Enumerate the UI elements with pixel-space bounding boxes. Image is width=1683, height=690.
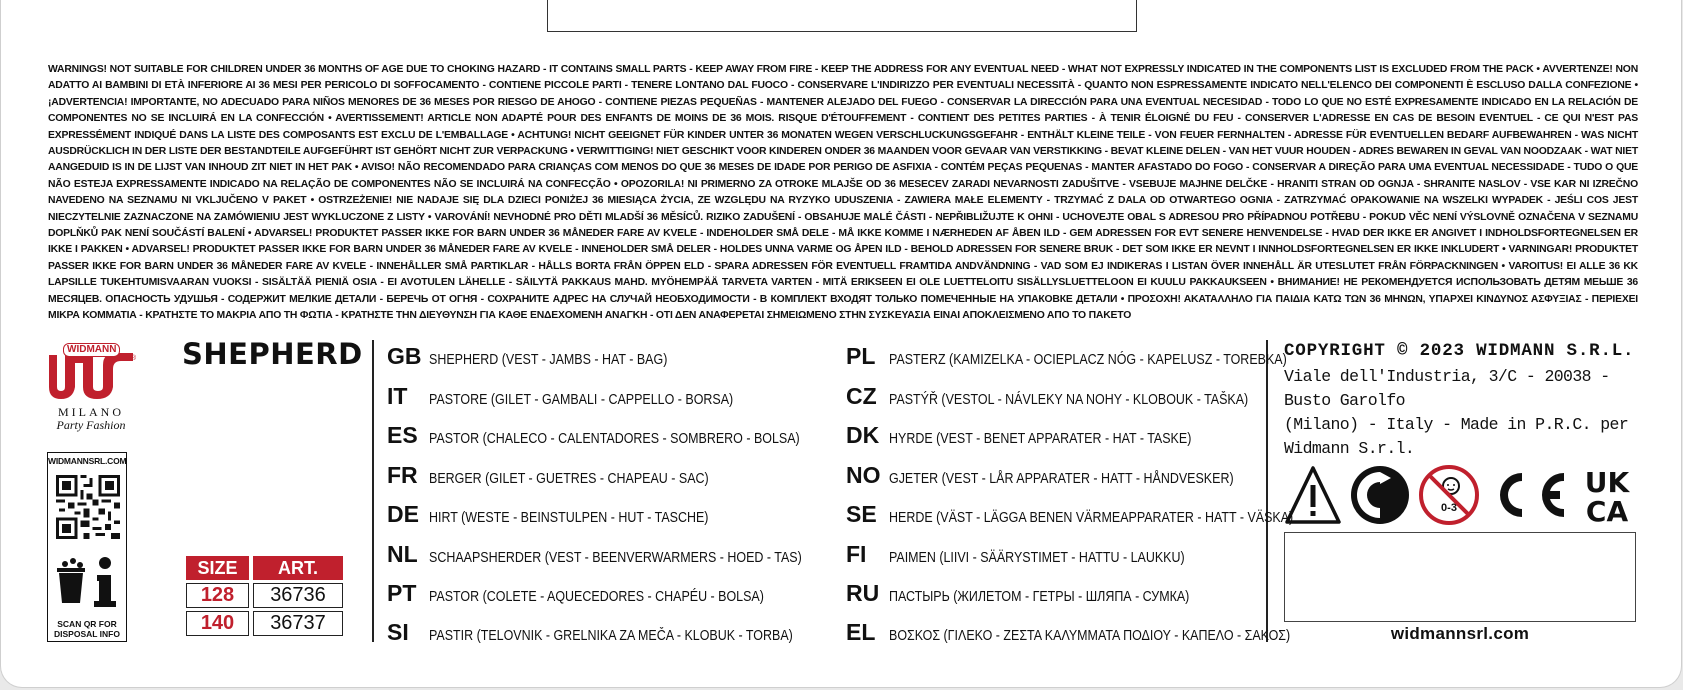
lang-row-pt <box>387 580 818 607</box>
lang-row-no <box>846 462 1290 489</box>
lang-row-es <box>387 422 860 449</box>
size-header: SIZE <box>186 556 249 580</box>
lang-row-ru <box>846 580 1238 607</box>
lang-name: PAIMEN (LIIVI - SÄÄRYSTIMET - HATTU - LAUKKU) <box>889 550 1185 566</box>
lang-row-fi <box>846 541 1233 568</box>
lang-code: NO <box>846 462 881 488</box>
lang-code: SE <box>846 501 877 527</box>
logo-mark <box>45 343 135 403</box>
lang-name: ΒΟΣΚΟΣ (ΓΙΛΕΚΟ - ΖΕΣΤΑ ΚΑΛΥΜΜΑΤΑ ΠΟΔΙΟΥ - ΚΑΠΕΛΟ - ΣΑΚΟΣ) <box>889 628 1291 644</box>
lang-name: PASTÝŘ (VESTOL - NÁVLEKY NA NOHY - KLOBOUK - TAŠKA) <box>889 392 1249 408</box>
blank-label-box <box>1284 532 1636 622</box>
qr-url: WIDMANNSRL.COM <box>48 456 127 466</box>
lang-row-dk <box>846 422 1241 449</box>
article-header: ART. <box>253 556 343 580</box>
lang-code: RU <box>846 580 880 606</box>
ukca-bottom: CA <box>1585 495 1629 525</box>
lang-row-se <box>846 501 1359 528</box>
disposal-info-icon <box>53 553 123 613</box>
ukca-mark-icon <box>1575 465 1639 525</box>
scan-qr-text: SCAN QR FOR DISPOSAL INFO <box>54 619 120 639</box>
lang-row-gb <box>387 343 706 370</box>
warnings-text: WARNINGS! NOT SUITABLE FOR CHILDREN UNDER 36 MONTHS OF AGE DUE TO CHOKING HAZARD - IT CONTAINS SMALL PARTS - KEEP AWAY FROM FIRE - KEEP THE ADDRESS FOR ANY EVENTUAL NEED - WHAT NOT EXPRESSLY INDICATED IN THE COMPONENTS LIST IS EXCLUDED FROM THE PACK • AVVERTENZE! NON ADATTO AI BAMBINI DI ETÀ INFERIORE AI 36 MESI PER PERICOLO DI SOFFOCAMENTO - CONTIENE PICCOLE PARTI - TENERE LONTANO DAL FUOCO - CONSERVARE L'INDIRIZZO PER EVENTUALI NECESSITÀ - QUANTO NON ESPRESSAMENTE INDICATO NELL'ELENCO DEI COMPONENTI È ESCLUSO DALLA CONFEZIONE • ¡ADVERTENCIA! IMPORTANTE, NO ADECUADO PARA NIÑOS MENORES DE 36 MESES POR RIESGO DE AHOGO - CONTIENE PIEZAS PEQUEÑAS - MANTENER ALEJADO DEL FUEGO - CONSERVAR LA DIRECCIÓN PARA UNA EVENTUAL NECESIDAD - TODO LO QUE NO ESTÉ EXPRESAMENTE INDICADO EN LA RELACIÓN DE COMPONENTES NO SE INCLUIRÁ EN LA CONFECCIÓN • AVERTISSEMENT! ARTICLE NON ADAPTÉ POUR DES ENFANTS DE MOINS DE 36 MOIS. RISQUE D'ÉTOUFFEMENT - CONTIENT DES PETITES PARTIES - À TENIR ÉLOIGNÉ DU FEU - CONSERVER L'ADRESSE EN CAS DE BESOIN EVENTUEL - CE QUI N'EST PAS EXPRESSÉMENT INDIQUÉ DANS LA LISTE DES COMPOSANTS EST EXCLU DE L'EMBALLAGE • ACHTUNG! NICHT GEEIGNET FÜR KINDER UNTER 36 MONATEN WEGEN VERSCHLUCKUNGSGEFAHR - ENTHÄLT KLEINE TEILE - VON FEUER FERNHALTEN - ADRESSE FÜR EVENTUELLEN BEDARF AUFBEWAHREN - WAS NICHT AUSDRÜCKLICH IN DER LISTE DER BESTANDTEILE AUFGEFÜHRT IST GEHÖRT NICHT ZUR VERPACKUNG • VERWITTIGING! NIET GESCHIKT VOOR KINDEREN ONDER 36 MAANDEN VOOR GEVAAR VAN VERSTIKKING - BEVAT KLEINE DELEN - VAN HET VUUR HOUDEN - ADRES BEWAREN IN GEVAL VAN NOODZAAK - WAT NIET AANGEDUID IS IN DE LIJST VAN INHOUD ZIT NIET IN HET PAK • AVISO! NÃO RECOMENDADO PARA CRIANÇAS COM MENOS DO QUE 36 MESES DE IDADE POR PERIGO DE ASFIXIA - CONTÉM PEÇAS PEQUENAS - MANTER AFASTADO DO FOGO - CONSERVAR A DIREÇÃO PARA UMA EVENTUAL NECESSIDADE - TUDO O QUE NÃO ESTEJA EXPRESSAMENTE INDICADO NA RELAÇÃO DE COMPONENTES NÃO SE INCLUIRÁ NA CONFECÇÃO • OPOZORILA! NI PRIMERNO ZA OTROKE MLAJŠE OD 36 MESECEV ZARADI NEVARNOSTI ZADUŠITVE - VSEBUJE MAJHNE DELČKE - HRANITI STRAN OD OGNJA - SHRANITE NASLOV - VSE KAR NI IZREČNO NAVEDENO NA SEZNAMU NI VKLJUČENO V PAKET • OSTRZEŻENIE! NIE NADAJE SIĘ DLA DZIECI PONIŻEJ 36 MIESIĄCA ŻYCIA, ZE WZGLĘDU NA RYZYKO UDUSZENIA - ZAWIERA MAŁE ELEMENTY - TRZYMAĆ Z DALA OD OTWARTEGO OGNIA - ZATRZYMAĆ OPAKOWANIE NA WSZELKI WYPADEK - JEŚLI COS JEST NIECZYTELNIE ZAZNACZONE NA ZAMÓWIENIU JEST WYKLUCZONE Z LISTY • VAROVÁNÍ! NEVHODNÉ PRO DĚTI MLADŠÍ 36 MĚSÍCŮ. RIZIKO ZADUŠENÍ - OBSAHUJE MALÉ ČÁSTI - NEPŘIBLIŽUJTE K OHNI - UCHOVEJTE OBAL S ADRESOU PRO PŘÍPADNOU POTŘEBU - POKUD VĚC NENÍ VÝSLOVNĚ OZNAČENA V SEZNAMU DOPLŇKŮ PAK NENÍ SOUČÁSTÍ BALENÍ • ADVARSEL! PRODUKTET PASSER IKKE FOR BARN UNDER 36 MÅNEDER FARE AV KVELE - INDEHOLDER SMÅ DELE - MÅ IKKE KOMME I NÆRHEDEN AF ÅBEN ILD - GEM ADRESSEN FOR EVT SENERE HENVENDELSE - HVAD DER IKKE ER ANGIVET I INDHOLDSFORTEGNELSEN ER IKKE I PAKKEN • ADVARSEL! PRODUKTET PASSER IKKE FOR BARN UNDER 36 MÅNEDER FARE AV KVELE - INNEHOLDER SMÅ DELER - HOLDES UNNA VARME OG ÅPEN ILD - BEHOLD ADRESSEN FOR SENERE BRUK - DET SOM IKKE ER NEVNT I INNHOLDSFORTEGNELSEN ER IKKE INKLUDERT • VARNINGAR! PRODUKTET PASSER IKKE FOR BARN UNDER 36 MÅNEDER FARE AV KVELE - INNEHÅLLER SMÅ PARTIKLAR - HÅLLS BORTA FRÅN ÖPPEN ELD - SPARA ADRESSEN FÖR EVENTUELL FRAMTIDA ANDVÄNDNING - VAD SOM EJ INDIKERAS I LISTAN ÖVER INNEHÅLL ÄR UTESLUTET FRÅN FÖRPACKNINGEN • VAROITUS! EI ALLE 36 KK LAPSILLE TUKEHTUMISVAARAN VUOKSI - SISÄLTÄÄ PIENIÄ OSIA - EI AVOTULEN LÄHELLE - SÄILYTÄ PAKKAUS MAHD. MYÖHEMPÄÄ TARVETA VARTEN - MITÄ ERIKSEEN EI OLE LUETTELOITU SISÄLLYSLUETTELOON EI KUULU PAKKAUKSEEN • ВНИМАНИЕ! НЕ РЕКОМЕНДУЕТСЯ ИСПОЛЬЗОВАТЬ ДЕТЯМ МЕЬШЕ 36 МЕСЯЦЕВ. ОПАСНОСТЬ УДУШЬЯ - СОДЕРЖИТ МЕЛКИЕ ДЕТАЛИ - БЕРЕЧЬ ОТ ОГНЯ - СОХРАНИТЕ АДРЕС НА СЛУЧАЙ НЕОБХОДИМОСТИ - В КОМПЛЕКТ ВХОДЯТ ТОЛЬКО ПОМЕЧЕННЫЕ НА УПАКОВКЕ ДЕТАЛИ • ΠΡΟΣΟΧΗ! ΑΚΑΤΑΛΛΗΛΟ ΓΙΑ ΠΑΙΔΙΑ ΚΑΤΩ ΤΩΝ 36 ΜΗΝΩΝ, ΥΠΑΡΧΕΙ ΚΙΝΔΥΝΟΣ ΑΣΦΥΞΙΑΣ - ΠΕΡΙΕΧΕΙ ΜΙΚΡΑ ΚΟΜΜΑΤΙΑ - ΚΡΑΤΗΣΤΕ ΤΟ ΜΑΚΡΙΑ ΑΠΟ ΤΗ ΦΩΤΙΑ - ΚΡΑΤΗΣΤΕ ΤΗΝ ΔΙΕΥΘΥΝΣΗ ΓΙΑ ΚΑΘΕ ΕΝΔΕΧΟΜΕΝΗ ΑΝΑΓΚΗ - ΟΤΙ ΔΕΝ ΑΝΑΦΕΡΕΤΑΙ ΣΗΜΕΙΩΜΕΝΟ ΣΤΗΝ ΣΥΣΚΕΥΑΣΙΑ ΕΙΝΑΙ ΑΠΟΚΛΕΙΣΜΕΝΟ ΑΠΟ ΤΟ ΠΑΚΕΤΟ <box>48 64 1638 322</box>
divider-line <box>372 340 374 642</box>
lang-name: SHEPHERD (VEST - JAMBS - HAT - BAG) <box>429 352 668 368</box>
lang-code: DK <box>846 422 880 448</box>
lang-code: NL <box>387 541 418 567</box>
lang-code: GB <box>387 343 422 369</box>
article-value: 36737 <box>253 611 343 636</box>
size-value: 128 <box>186 583 249 608</box>
lang-name: SCHAAPSHERDER (VEST - BEENVERWARMERS - HOED - TAS) <box>429 550 802 566</box>
size-article-table <box>182 553 347 639</box>
qr-disposal-box <box>47 452 127 642</box>
lang-code: ES <box>387 422 418 448</box>
lang-name: HYRDE (VEST - BENET APPARATER - HAT - TASKE) <box>889 431 1192 447</box>
product-title: SHEPHERD <box>182 337 363 371</box>
lang-code: PT <box>387 580 417 606</box>
widmann-logo <box>45 343 137 433</box>
lang-row-el <box>846 619 1355 646</box>
top-window-frame <box>547 0 1137 32</box>
logo-label: WIDMANN <box>63 343 120 357</box>
address-line: Viale dell'Industria, 3/C - 20038 - Busto Garolfo <box>1284 367 1610 410</box>
lang-code: PL <box>846 343 876 369</box>
lang-code: EL <box>846 619 876 645</box>
logo-registered: ® <box>131 355 137 362</box>
lang-row-pl <box>846 343 1352 370</box>
ukca-top: UK <box>1584 466 1630 499</box>
lang-code: FI <box>846 541 867 567</box>
lang-row-de <box>387 501 754 528</box>
company-address <box>1284 365 1639 461</box>
copyright-title: COPYRIGHT © 2023 WIDMANN S.R.L. <box>1284 341 1635 361</box>
article-value: 36736 <box>253 583 343 608</box>
certification-icons <box>1284 462 1639 528</box>
lang-name: PASTOR (COLETE - AQUECEDORES - CHAPÉU - BOLSA) <box>429 589 764 605</box>
table-row <box>186 611 343 636</box>
warning-triangle-icon <box>1284 465 1342 525</box>
size-value: 140 <box>186 611 249 636</box>
lang-name: PASTOR (CHALECO - CALENTADORES - SOMBRERO - BOLSA) <box>429 431 800 447</box>
lang-row-it <box>387 383 783 410</box>
lang-name: ПАСТЫРЬ (ЖИЛЕТОМ - ГЕТРЫ - ШЛЯПА - СУМКА) <box>889 589 1190 605</box>
lang-name: HIRT (WESTE - BEINSTULPEN - HUT - TASCHE) <box>429 510 709 526</box>
lang-name: GJETER (VEST - LÅR APPARATER - HATT - HÅNDVESKER) <box>889 471 1234 487</box>
lang-name: PASTIR (TELOVNIK - GRELNIKA ZA MEČA - KLOBUK - TORBA) <box>429 628 793 644</box>
lang-code: SI <box>387 619 409 645</box>
green-dot-icon <box>1349 464 1411 526</box>
ce-mark-icon <box>1486 465 1568 525</box>
lang-row-cz <box>846 383 1307 410</box>
table-row <box>186 583 343 608</box>
logo-tagline: Party Fashion <box>56 418 126 432</box>
lang-row-si <box>387 619 852 646</box>
lang-code: CZ <box>846 383 877 409</box>
copyright-block <box>1284 341 1639 461</box>
lang-code: FR <box>387 462 418 488</box>
address-line: (Milano) - Italy - Made in P.R.C. per Widmann S.r.l. <box>1284 415 1629 458</box>
lang-name: HERDE (VÄST - LÄGGA BENEN VÄRMEAPPARATER - HATT - VÄSKA) <box>889 510 1294 526</box>
lang-row-fr <box>387 462 754 489</box>
age-label: 0-3 <box>1440 502 1457 514</box>
lang-code: DE <box>387 501 419 527</box>
logo-city: MILANO <box>58 405 124 419</box>
qr-code-icon[interactable] <box>56 475 120 539</box>
lang-name: PASTORE (GILET - GAMBALI - CAPPELLO - BORSA) <box>429 392 734 408</box>
website-url[interactable]: widmannsrl.com <box>1390 624 1530 643</box>
lang-name: BERGER (GILET - GUETRES - CHAPEAU - SAC) <box>429 471 709 487</box>
lang-code: IT <box>387 383 408 409</box>
lang-name: PASTERZ (KAMIZELKA - OCIEPLACZ NÓG - KAPELUSZ - TOREBKA) <box>889 352 1287 368</box>
lang-row-nl <box>387 541 862 568</box>
not-for-0-3-icon <box>1418 464 1480 526</box>
